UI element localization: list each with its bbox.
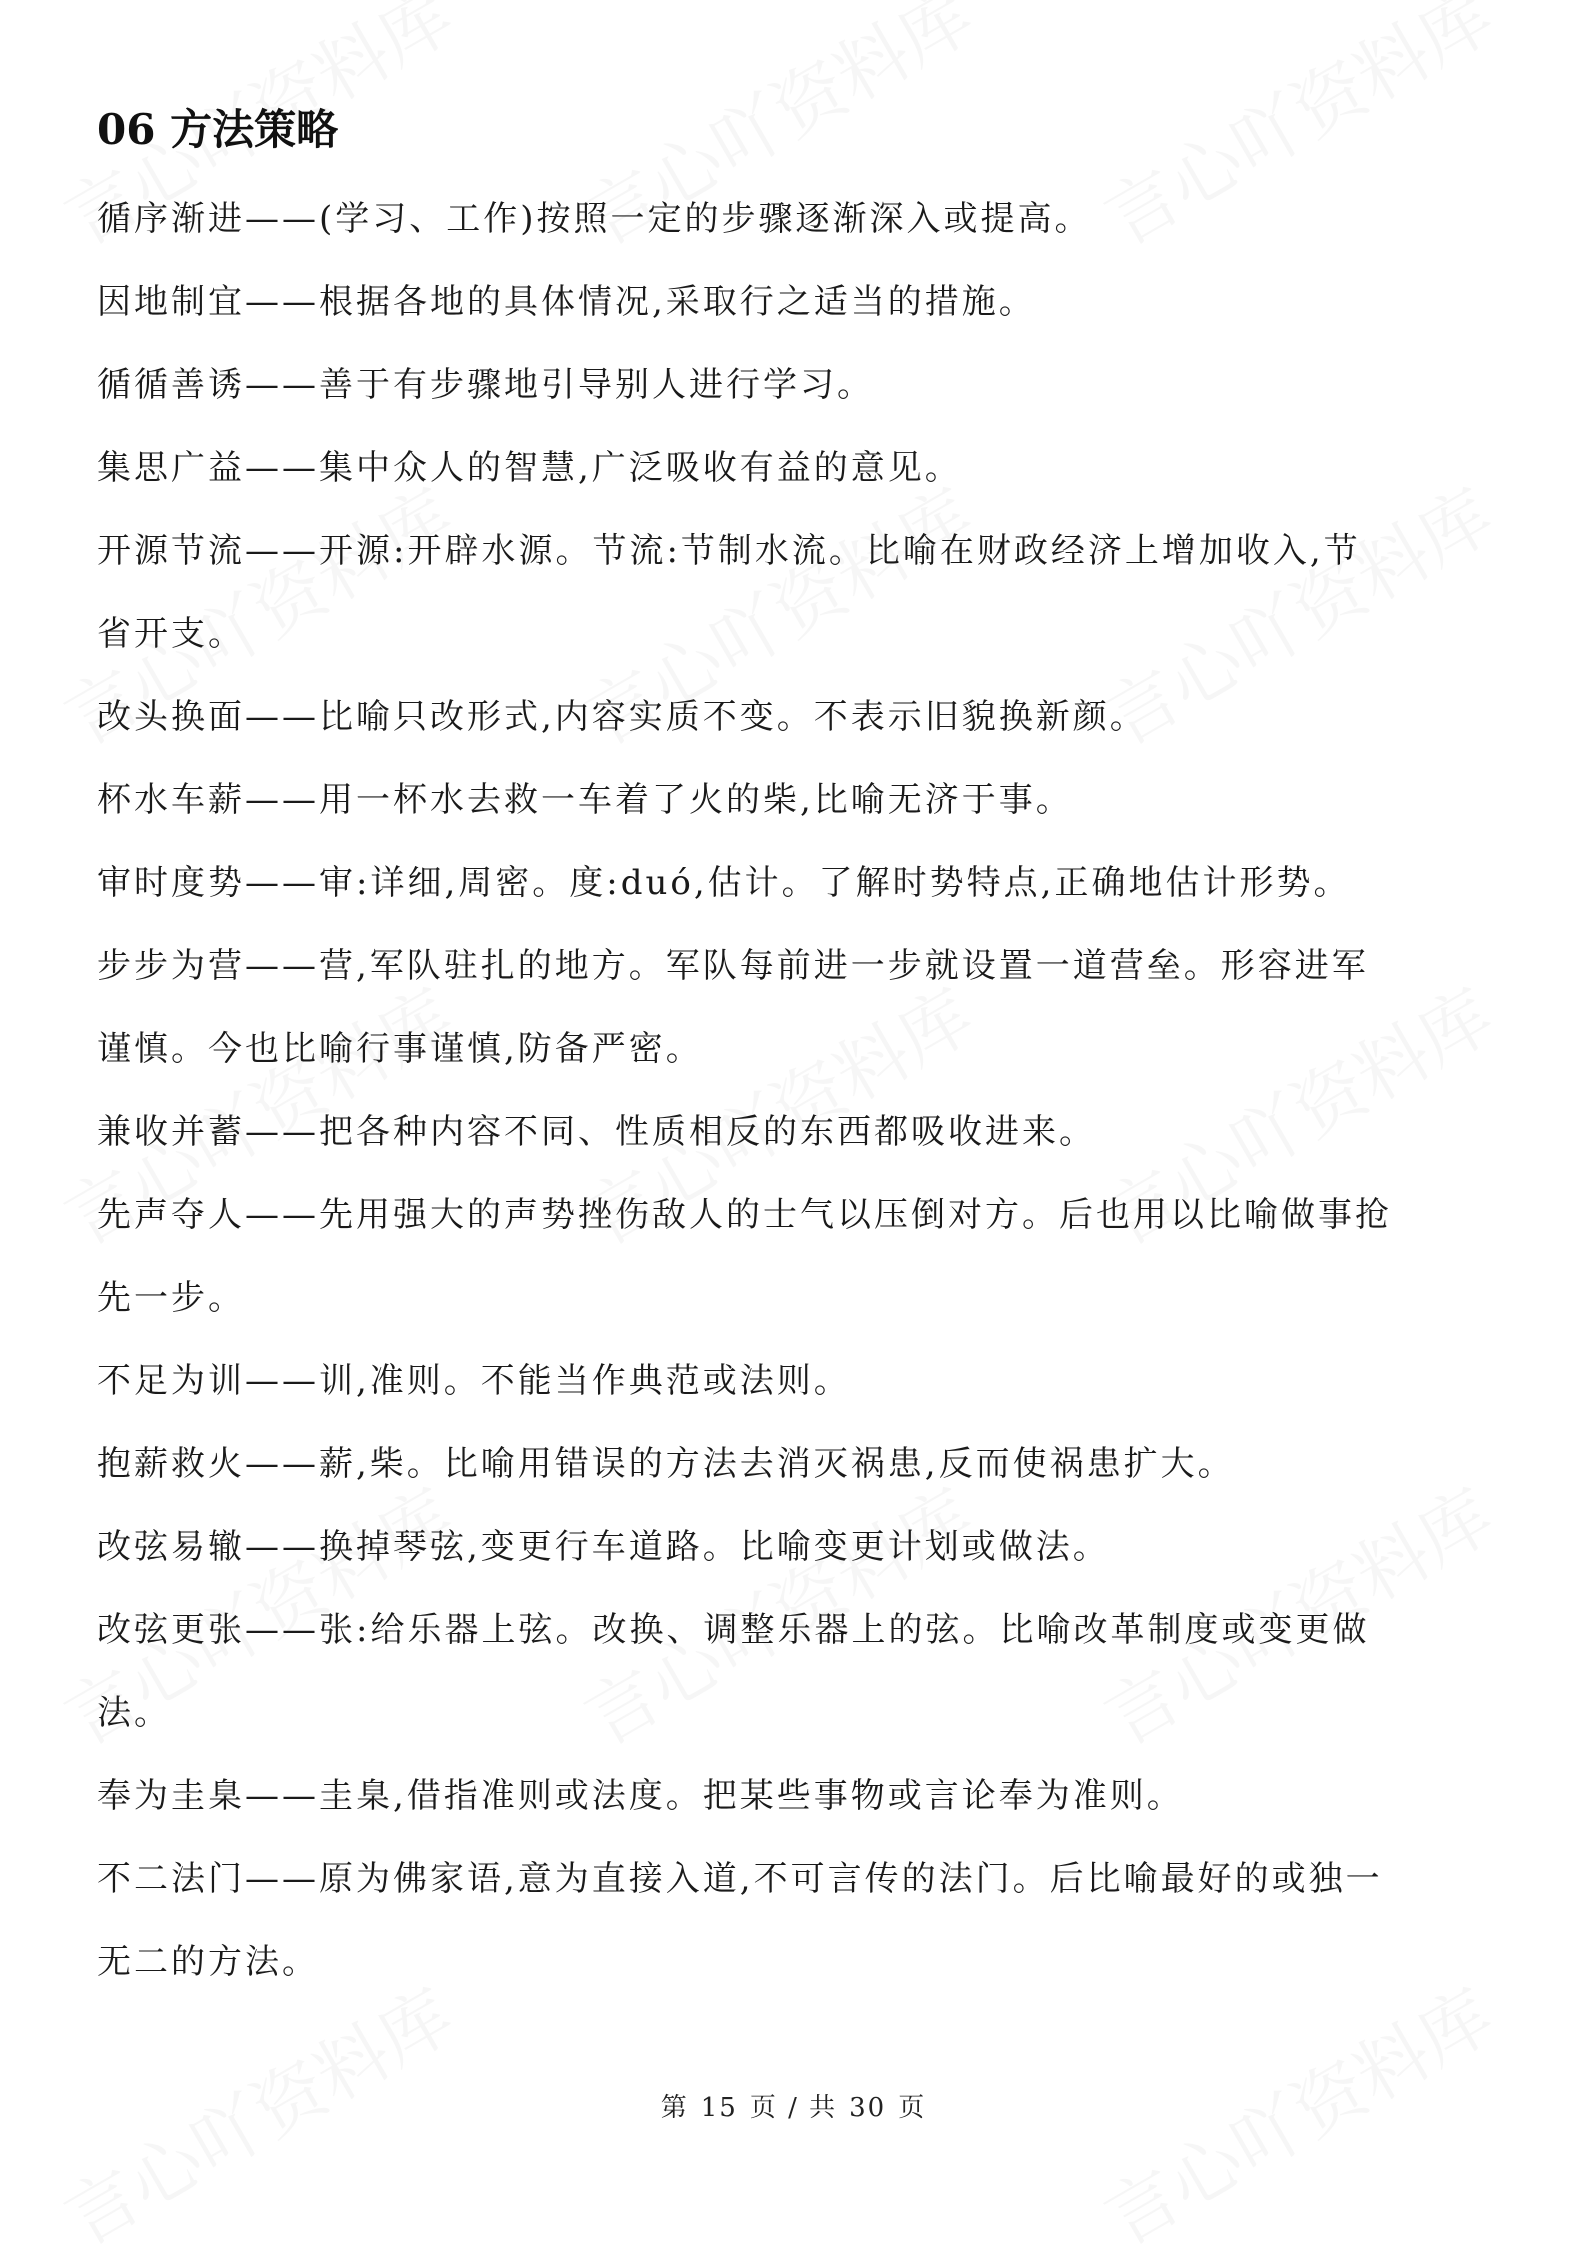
entry-line: 先一步。: [97, 1278, 245, 1318]
entry-line: 省开支。: [97, 614, 245, 654]
footer-mid: 页 / 共: [749, 2093, 838, 2123]
page-footer: [0, 2088, 1587, 2128]
entry-line: 抱薪救火——薪,柴。比喻用错误的方法去消灭祸患,反而使祸患扩大。: [97, 1444, 1235, 1484]
total-pages-number: 30: [849, 2093, 887, 2123]
entry-line: 杯水车薪——用一杯水去救一车着了火的柴,比喻无济于事。: [97, 780, 1073, 820]
entry-line: 因地制宜——根据各地的具体情况,采取行之适当的措施。: [97, 282, 1036, 322]
entry-line: 先声夺人——先用强大的声势挫伤敌人的士气以压倒对方。后也用以比喻做事抢: [97, 1195, 1392, 1235]
footer-suffix: 页: [898, 2093, 927, 2123]
entry-line: 审时度势——审:详细,周密。度:duó,估计。了解时势特点,正确地估计形势。: [97, 863, 1351, 903]
entry-line: 改弦更张——张:给乐器上弦。改换、调整乐器上的弦。比喻改革制度或变更做: [97, 1610, 1370, 1650]
current-page-number: 15: [700, 2093, 738, 2123]
entry-line: 开源节流——开源:开辟水源。节流:节制水流。比喻在财政经济上增加收入,节: [97, 531, 1361, 571]
footer-prefix: 第: [660, 2093, 689, 2123]
entry-line: 不足为训——训,准则。不能当作典范或法则。: [97, 1361, 851, 1401]
page-content: [97, 100, 1497, 2004]
entry-line: 兼收并蓄——把各种内容不同、性质相反的东西都吸收进来。: [97, 1112, 1096, 1152]
entry-line: 无二的方法。: [97, 1942, 319, 1982]
entry-line: 法。: [97, 1693, 171, 1733]
entry-line: 改头换面——比喻只改形式,内容实质不变。不表示旧貌换新颜。: [97, 697, 1147, 737]
entry-line: 奉为圭臬——圭臬,借指准则或法度。把某些事物或言论奉为准则。: [97, 1776, 1184, 1816]
entry-line: 改弦易辙——换掉琴弦,变更行车道路。比喻变更计划或做法。: [97, 1527, 1110, 1567]
entry-line: 循循善诱——善于有步骤地引导别人进行学习。: [97, 365, 874, 405]
entry-line: 步步为营——营,军队驻扎的地方。军队每前进一步就设置一道营垒。形容进军: [97, 946, 1369, 986]
entry-line: 集思广益——集中众人的智慧,广泛吸收有益的意见。: [97, 448, 962, 488]
entry-line: 谨慎。今也比喻行事谨慎,防备严密。: [97, 1029, 703, 1069]
section-title: 06 方法策略: [97, 105, 339, 154]
entry-line: 不二法门——原为佛家语,意为直接入道,不可言传的法门。后比喻最好的或独一: [97, 1859, 1383, 1899]
entry-line: 循序渐进——(学习、工作)按照一定的步骤逐渐深入或提高。: [97, 199, 1092, 239]
